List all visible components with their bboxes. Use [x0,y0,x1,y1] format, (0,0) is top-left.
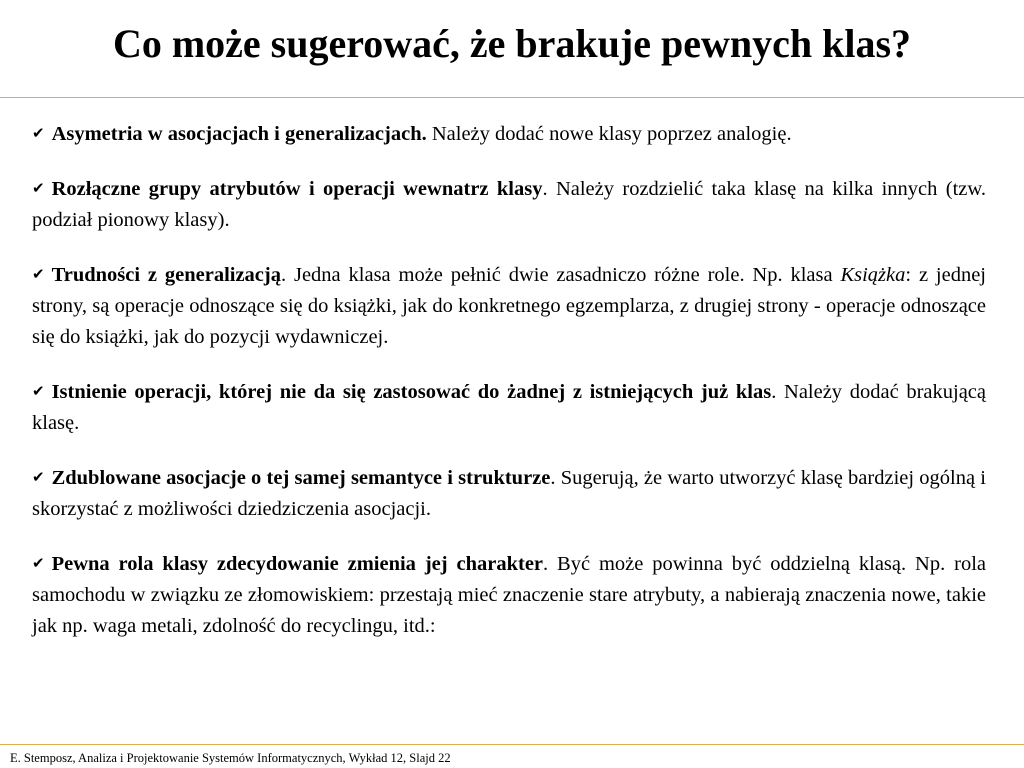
bullet-item [32,173,986,236]
checkmark-icon: ✔ [32,468,45,486]
bullet-text: . Należy rozdzielić taka klasę na kilka innych (tzw. podział pionowy klasy). [32,178,986,231]
bullet-heading: Trudności z generalizacją [51,264,281,286]
bullet-item [32,462,986,525]
checkmark-icon: ✔ [32,124,45,142]
bullet-text: . Jedna klasa może pełnić dwie zasadniczo różne role. Np. klasa [281,264,841,286]
bullet-text-continued: : z jednej strony, są operacje odnoszące się do książki, jak do konkretnego egzemplarza, z drugiej strony - operacje odnoszące się do książki, jak do pozycji wydawniczej. [32,264,986,348]
bullet-italic-term: Książka [840,264,906,286]
footer-divider [0,744,1024,745]
bullet-text: . Być może powinna być oddzielną klasą. Np. rola samochodu w związku ze złomowiskiem: przestają mieć znaczenie stare atrybuty, a nabierają znaczenia nowe, takie jak np. waga metali, zdolność do recyclingu, itd.: [32,553,986,637]
checkmark-icon: ✔ [32,554,45,572]
title-divider [0,97,1024,98]
bullet-item [32,118,986,150]
bullet-item [32,548,986,642]
bullet-text: . Sugerują, że warto utworzyć klasę bardziej ogólną i skorzystać z możliwości dziedziczenia asocjacji. [32,467,986,520]
checkmark-icon: ✔ [32,265,45,283]
bullet-heading: Asymetria w asocjacjach i generalizacjach. [51,123,427,145]
bullet-list [32,118,986,665]
bullet-item [32,259,986,353]
slide-footer: E. Stemposz, Analiza i Projektowanie Systemów Informatycznych, Wykład 12, Slajd 22 [10,751,451,765]
bullet-heading: Zdublowane asocjacje o tej samej semantyce i strukturze [51,467,551,489]
bullet-heading: Istnienie operacji, której nie da się zastosować do żadnej z istniejących już klas [51,381,772,403]
checkmark-icon: ✔ [32,382,45,400]
bullet-item [32,376,986,439]
bullet-heading: Pewna rola klasy zdecydowanie zmienia jej charakter [51,553,544,575]
checkmark-icon: ✔ [32,179,45,197]
bullet-text: Należy dodać nowe klasy poprzez analogię. [426,123,792,145]
bullet-heading: Rozłączne grupy atrybutów i operacji wewnatrz klasy [51,178,543,200]
bullet-text: . Należy dodać brakującą klasę. [32,381,986,434]
slide-title: Co może sugerować, że brakuje pewnych klas? [112,21,912,66]
